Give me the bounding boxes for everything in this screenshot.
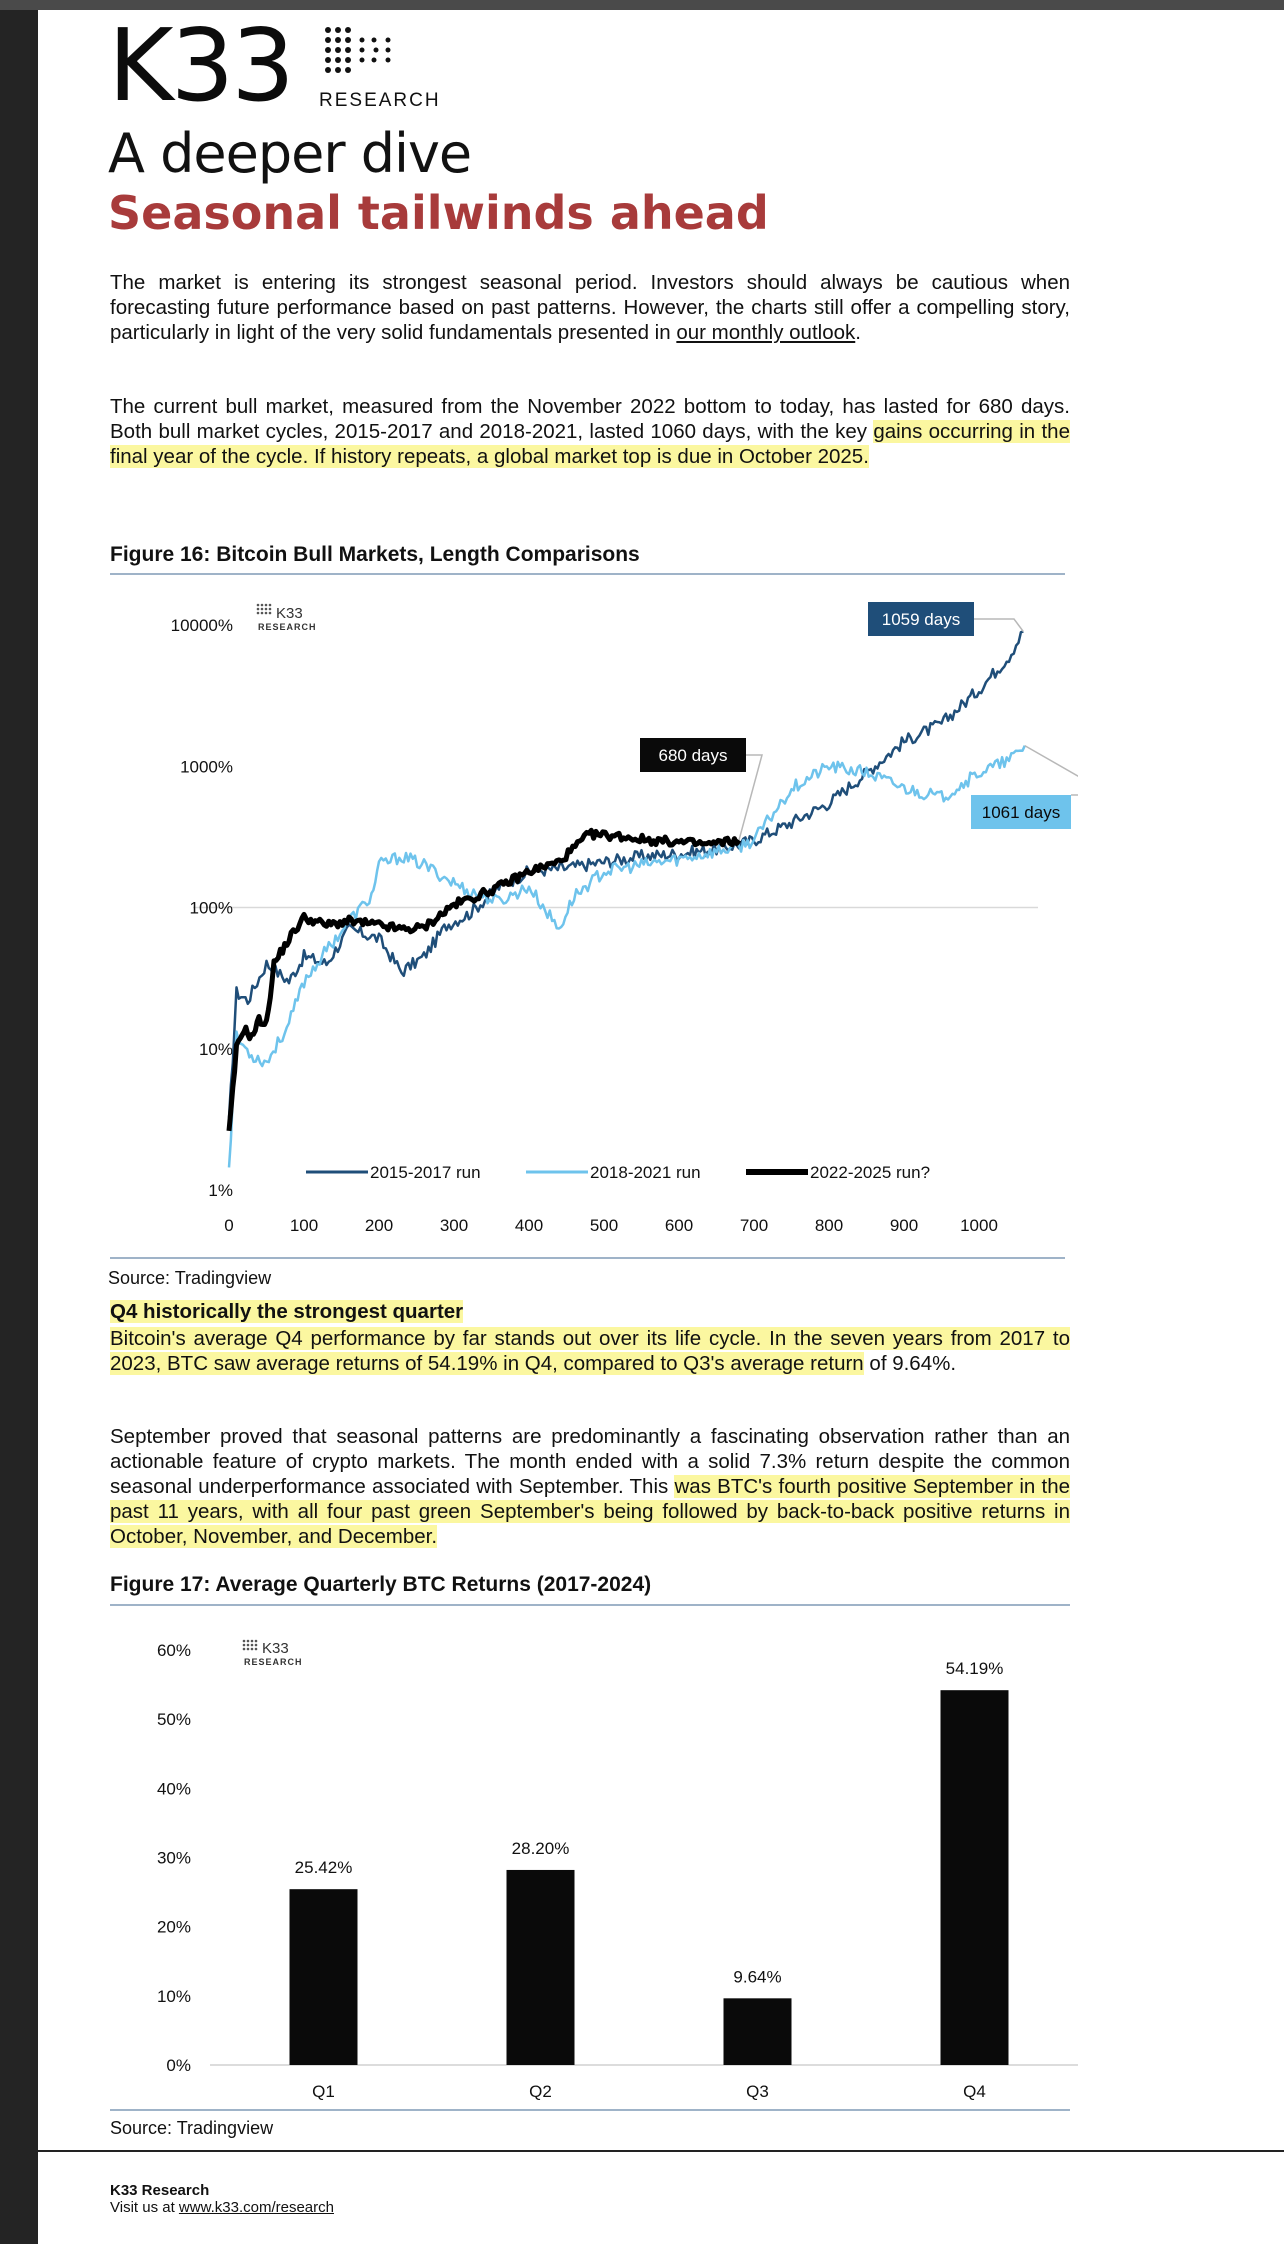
bar-q2 <box>507 1870 575 2065</box>
annotation-label: 1061 days <box>981 803 1061 822</box>
watermark-dot <box>243 1640 246 1643</box>
chart-watermark <box>243 1640 303 1667</box>
bar-value-label: 54.19% <box>945 1659 1004 1679</box>
x-category-label: Q3 <box>746 2082 769 2101</box>
watermark-dot <box>247 1640 250 1643</box>
series-line-1 <box>229 632 1023 1118</box>
figure-16-top-rule <box>110 573 1065 575</box>
bar-value-label: 28.20% <box>511 1838 570 1858</box>
watermark-text: K33 <box>276 605 303 622</box>
y-tick-label: 50% <box>156 1710 191 1730</box>
figure-16-source: Source: Tradingview <box>108 1268 272 1288</box>
footer-visit: Visit us at www.k33.com/research <box>110 2199 334 2216</box>
watermark-dot <box>257 604 260 607</box>
figure-17-title: Figure 17: Average Quarterly BTC Returns (2017-2024) <box>110 1573 652 1596</box>
x-tick-label: 900 <box>889 1216 919 1235</box>
y-tick-label: 20% <box>156 1917 191 1937</box>
watermark-dot <box>269 612 272 615</box>
legend-label: 2018-2021 run <box>590 1163 701 1182</box>
window-top-bar <box>0 0 1284 10</box>
legend-label: 2022-2025 run? <box>810 1163 931 1182</box>
annotation-label: 1059 days <box>881 610 961 629</box>
logo-wordmark: K33 <box>108 10 292 124</box>
y-tick-label: 60% <box>156 1641 191 1660</box>
watermark-dot <box>261 608 264 611</box>
bar-q4 <box>941 1690 1009 2065</box>
watermark-dot <box>251 1640 254 1643</box>
x-tick-label: 400 <box>514 1216 544 1235</box>
document-page <box>38 10 1284 2244</box>
watermark-subtext: RESEARCH <box>258 622 317 632</box>
chart-watermark <box>257 604 317 632</box>
q4-paragraph-1: Bitcoin's average Q4 performance by far stands out over its life cycle. In the seven years from 2017 to 2023, BTC saw average returns of 54.19% in Q4, compared to Q3's average return of 9.64%. <box>110 1327 1070 1375</box>
annotation-label: 680 days <box>658 746 728 765</box>
watermark-dot <box>255 1644 258 1647</box>
x-tick-label: 200 <box>364 1216 394 1235</box>
watermark-dot <box>265 608 268 611</box>
y-tick-label: 10% <box>198 1039 233 1059</box>
series-line-2 <box>229 746 1025 1168</box>
figure-16-title: Figure 16: Bitcoin Bull Markets, Length Comparisons <box>110 543 640 566</box>
y-tick-label: 1% <box>208 1181 233 1200</box>
logo-dots-icon <box>322 24 442 84</box>
x-tick-label: 300 <box>439 1216 469 1235</box>
x-tick-label: 500 <box>589 1216 619 1235</box>
page-title: Seasonal tailwinds ahead <box>108 186 769 240</box>
bar-q1 <box>290 1889 358 2065</box>
q4-paragraph-2: September proved that seasonal patterns are predominantly a fascinating observation rather than an actionable feature of crypto markets. The month ended with a solid 7.3% return despite the common seasonal underperformance associated with September. This was BTC's fourth positive September in the past 11 years, with all four past green September's being followed by back-to-back positive returns in October, November, and December. <box>110 1425 1070 1548</box>
bar-value-label: 25.42% <box>294 1858 353 1878</box>
figure-16-line-chart <box>78 590 1078 1260</box>
watermark-dot <box>243 1644 246 1647</box>
x-tick-label: 700 <box>739 1216 769 1235</box>
x-category-label: Q1 <box>312 2082 335 2101</box>
watermark-dot <box>243 1648 246 1651</box>
footer-brand: K33 Research <box>110 2182 210 2199</box>
y-tick-label: 30% <box>156 1848 191 1868</box>
y-tick-label: 0% <box>166 2056 191 2075</box>
watermark-dot <box>251 1648 254 1651</box>
annotation-leader <box>1025 746 1078 795</box>
watermark-text: K33 <box>262 1640 289 1657</box>
bar-q3 <box>724 1998 792 2065</box>
intro-paragraph-2: The current bull market, measured from the November 2022 bottom to today, has lasted for 680 days. Both bull market cycles, 2015-2017 and 2018-2021, lasted 1060 days, with the key gains occurring in the final year of the cycle. If history repeats, a global market top is due in October 2025. <box>110 395 1070 468</box>
y-tick-label: 40% <box>156 1779 191 1799</box>
watermark-dot <box>269 604 272 607</box>
y-tick-label: 10000% <box>170 616 233 635</box>
intro-paragraph-1: The market is entering its strongest seasonal period. Investors should always be cautious when forecasting future performance based on past patterns. However, the charts still offer a compelling story, particularly in light of the very solid fundamentals presented in our monthly outlook. <box>110 271 1070 344</box>
figure-17-bar-chart <box>78 1615 1078 2105</box>
y-tick-label: 10% <box>156 1986 191 2006</box>
figure-17-bottom-rule <box>110 2109 1070 2111</box>
watermark-dot <box>257 608 260 611</box>
x-tick-label: 0 <box>224 1216 234 1235</box>
section-kicker: A deeper dive <box>108 122 472 185</box>
watermark-dot <box>261 604 264 607</box>
highlighted-text: gains occurring in the final year of the cycle. If history repeats, a global market top is due in October 2025. <box>110 420 1070 468</box>
watermark-dot <box>247 1644 250 1647</box>
watermark-dot <box>261 612 264 615</box>
y-tick-label: 100% <box>189 898 233 918</box>
watermark-dot <box>255 1648 258 1651</box>
website-link[interactable]: www.k33.com/research <box>178 2199 334 2216</box>
x-tick-label: 1000 <box>960 1216 998 1235</box>
watermark-dot <box>255 1640 258 1643</box>
x-tick-label: 800 <box>814 1216 844 1235</box>
watermark-dot <box>265 612 268 615</box>
logo-subtitle: RESEARCH <box>319 90 441 111</box>
watermark-dot <box>257 612 260 615</box>
watermark-dot <box>265 604 268 607</box>
watermark-dot <box>251 1644 254 1647</box>
figure-17-top-rule <box>110 1604 1070 1606</box>
x-tick-label: 600 <box>664 1216 694 1235</box>
footer-divider <box>38 2150 1284 2152</box>
x-category-label: Q2 <box>529 2082 552 2101</box>
watermark-dot <box>247 1648 250 1651</box>
q4-subheading: Q4 historically the strongest quarter <box>110 1300 464 1323</box>
watermark-subtext: RESEARCH <box>244 1657 303 1667</box>
figure-16-bottom-rule <box>110 1257 1065 1259</box>
bar-value-label: 9.64% <box>733 1967 782 1987</box>
monthly-outlook-link[interactable]: our monthly outlook <box>676 321 856 344</box>
watermark-dot <box>269 608 272 611</box>
figure-17-source: Source: Tradingview <box>110 2118 274 2138</box>
annotation-leader <box>974 619 1023 631</box>
y-tick-label: 1000% <box>180 757 233 777</box>
legend-label: 2015-2017 run <box>370 1163 481 1182</box>
x-category-label: Q4 <box>963 2082 986 2101</box>
x-tick-label: 100 <box>289 1216 319 1235</box>
